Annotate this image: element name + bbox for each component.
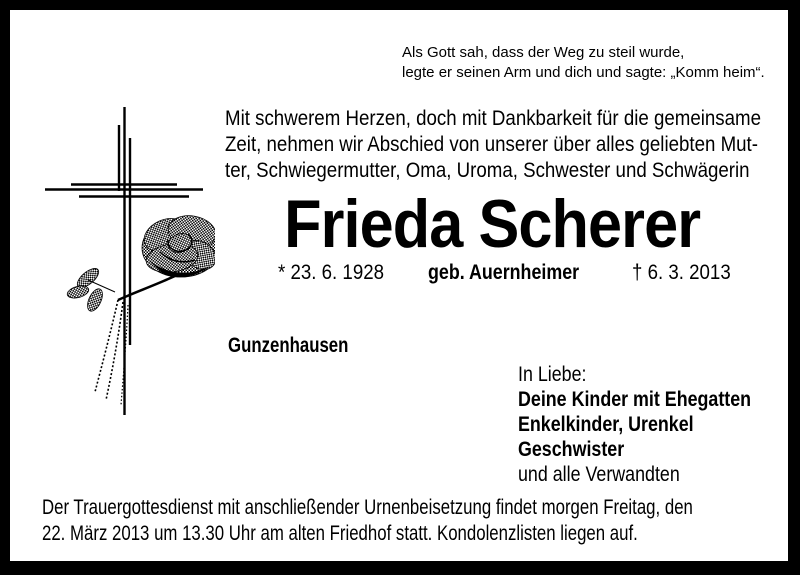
funeral-info — [42, 495, 800, 547]
funeral-line-2: 22. März 2013 um 13.30 Uhr am alten Friedhof statt. Kondolenzlisten liegen auf. — [42, 522, 638, 545]
death-date: † 6. 3. 2013 — [632, 261, 731, 284]
mourners-salutation: In Liebe: — [518, 363, 587, 386]
mourners-line-4: und alle Verwandten — [518, 463, 680, 486]
rose-graphic — [66, 212, 215, 405]
mourners-line-2: Enkelkinder, Urenkel — [518, 413, 694, 436]
epigraph — [402, 43, 765, 83]
deceased-name-block — [225, 185, 760, 265]
intro-line-1: Mit schwerem Herzen, doch mit Dankbarkeit für die gemeinsame — [225, 107, 761, 130]
deceased-name: Frieda Scherer — [284, 186, 701, 262]
mourners-line-3: Geschwister — [518, 438, 625, 461]
cross-with-rose-icon — [40, 100, 215, 420]
maiden-name: geb. Auernheimer — [428, 261, 580, 284]
place-name: Gunzenhausen — [228, 334, 349, 357]
intro-paragraph — [225, 106, 800, 184]
intro-line-2: Zeit, nehmen wir Abschied von unserer über alles geliebten Mut- — [225, 133, 758, 156]
epigraph-line-1: Als Gott sah, dass der Weg zu steil wurde, — [402, 44, 685, 61]
birth-date: * 23. 6. 1928 — [278, 261, 385, 284]
mourners-block — [518, 362, 792, 487]
funeral-line-1: Der Trauergottesdienst mit anschließender Urnenbeisetzung findet morgen Freitag, den — [42, 496, 693, 519]
mourners-line-1: Deine Kinder mit Ehegatten — [518, 388, 752, 411]
intro-line-3: ter, Schwiegermutter, Oma, Uroma, Schwester und Schwägerin — [225, 159, 750, 182]
epigraph-line-2: legte er seinen Arm und dich und sagte: „Komm heim“. — [402, 64, 765, 81]
